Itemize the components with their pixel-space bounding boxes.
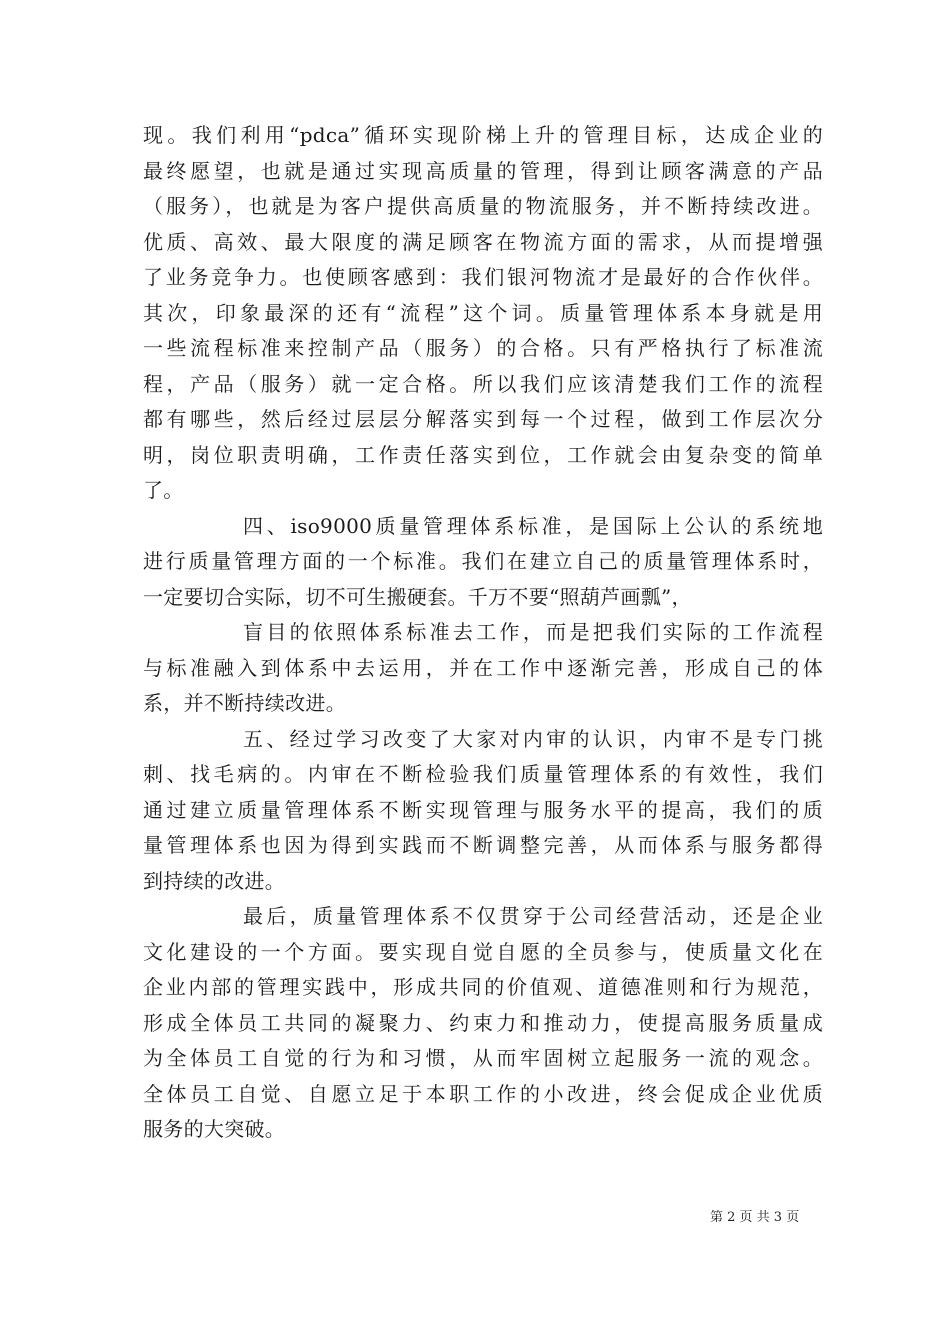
- text-line: 通过建立质量管理体系不断实现管理与服务水平的提高，我们的质: [143, 797, 823, 822]
- text-line: 进行质量管理方面的一个标准。我们在建立自己的质量管理体系时，: [143, 549, 823, 573]
- text-line: 明，岗位职责明确，工作责任落实到位，工作就会由复杂变的简单: [143, 442, 823, 467]
- text-line: 与标准融入到体系中去运用，并在工作中逐渐完善，形成自己的体: [143, 655, 823, 680]
- text-line: 都有哪些，然后经过层层分解落实到每一个过程，做到工作层次分: [143, 407, 823, 431]
- text-line: 一定要切合实际，切不可生搬硬套。千万不要“照葫芦画瓢”，: [143, 584, 692, 609]
- text-line: 四、iso9000质量管理体系标准，是国际上公认的系统地: [243, 513, 823, 538]
- text-line: 最终愿望，也就是通过实现高质量的管理，得到让顾客满意的产品: [143, 158, 823, 183]
- document-body: [143, 118, 823, 1148]
- text-line: 优质、高效、最大限度的满足顾客在物流方面的需求，从而提增强: [143, 229, 823, 254]
- text-line: 程，产品（服务）就一定合格。所以我们应该清楚我们工作的流程: [143, 371, 823, 396]
- text-line: 了。: [143, 478, 184, 502]
- text-line: 到持续的改进。: [143, 868, 286, 893]
- text-line: 量管理体系也因为得到实践而不断调整完善，从而体系与服务都得: [143, 833, 823, 857]
- text-line: 服务的大突破。: [143, 1117, 286, 1141]
- text-line: 系，并不断持续改进。: [143, 691, 346, 715]
- text-line: 文化建设的一个方面。要实现自觉自愿的全员参与，使质量文化在: [143, 939, 823, 964]
- text-line: 了业务竞争力。也使顾客感到：我们银河物流才是最好的合作伙伴。: [143, 265, 823, 289]
- text-line: 现。我们利用“pdca”循环实现阶梯上升的管理目标，达成企业的: [143, 123, 823, 147]
- text-line: （服务），也就是为客户提供高质量的物流服务，并不断持续改进。: [143, 194, 823, 218]
- text-line: 为全体员工自觉的行为和习惯，从而牢固树立起服务一流的观念。: [143, 1046, 823, 1070]
- text-line: 形成全体员工共同的凝聚力、约束力和推动力，使提高服务质量成: [143, 1010, 823, 1035]
- text-line: 最后，质量管理体系不仅贯穿于公司经营活动，还是企业: [243, 904, 823, 928]
- text-line: 刺、找毛病的。内审在不断检验我们质量管理体系的有效性，我们: [143, 762, 823, 786]
- page-number: 第 2 页 共 3 页: [710, 1210, 800, 1225]
- text-line: 企业内部的管理实践中，形成共同的价值观、道德准则和行为规范，: [143, 975, 823, 999]
- text-line: 全体员工自觉、自愿立足于本职工作的小改进，终会促成企业优质: [143, 1081, 823, 1106]
- text-line: 五、经过学习改变了大家对内审的认识，内审不是专门挑: [243, 726, 823, 751]
- text-line: 盲目的依照体系标准去工作，而是把我们实际的工作流程: [243, 620, 823, 644]
- text-line: 其次，印象最深的还有“流程”这个词。质量管理体系本身就是用: [143, 300, 823, 325]
- text-line: 一些流程标准来控制产品（服务）的合格。只有严格执行了标准流: [143, 336, 823, 360]
